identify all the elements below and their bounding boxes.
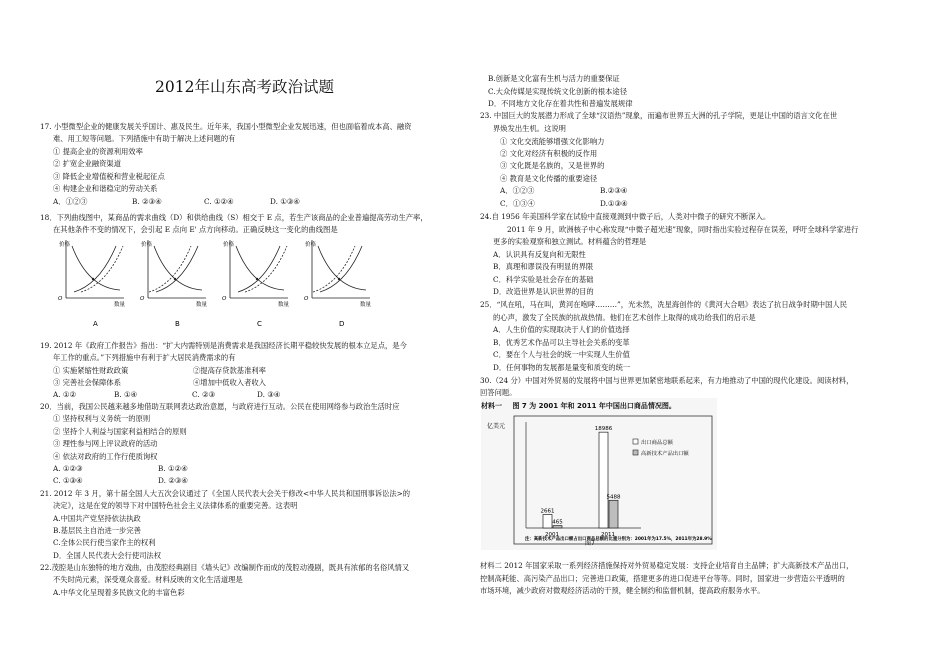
q24-option-b: B．真理和谬误没有明显的界限 xyxy=(493,262,594,271)
graph-price-label: 价格 xyxy=(223,242,235,248)
q23-item-3: ③ 文化既是名族的，又是世界的 xyxy=(500,161,605,170)
x-tick-label: 2011 xyxy=(601,532,615,538)
q17-item-2: ② 扩宽企业融资渠道 xyxy=(53,159,121,168)
graph-price-label: 价格 xyxy=(141,242,153,248)
q21-stem-line2: 决定》，这是在党的领导下对中国特色社会主义法律体系的重要完善。这表明 xyxy=(53,501,298,510)
q21-stem-line1: 21. 2012 年 3 月，第十届全国人大五次会议通过了《全国人民代表大会关于修改<中华人民共和国刑事诉讼法>的 xyxy=(40,489,411,498)
graph-origin-label: O xyxy=(222,296,227,302)
q19-item-4: ④增加中低收入者收入 xyxy=(193,378,266,387)
q19-stem-line2: 年工作的重点。”下列措施中有利于扩大居民消费需求的有 xyxy=(53,353,236,362)
q23-option-b: B.②③④ xyxy=(600,186,628,195)
q20-option-a: A. ①②③ xyxy=(53,464,83,473)
q30-stem-line2: 回答问题。 xyxy=(480,388,517,397)
equilibrium-point xyxy=(174,278,176,280)
graph-quantity-label: 数量 xyxy=(278,302,290,308)
material2-line1: 材料二 2012 年国家采取一系列经济措施保持对外贸易稳定发展：支持企业培育自主品牌；扩大高新技术产品出口， xyxy=(480,561,854,570)
q18-stem-line1: 18．下列曲线图中，某商品的需求曲线（D）和供给曲线（S）相交于 E 点，若生产该商品的企业普遍提高劳动生产率， xyxy=(40,213,428,222)
q25-stem-line1: 25．“风在吼，马在叫，黄河在咆哮………”，光未然，冼星海创作的《黄河大合唱》表达了抗日战争时期中国人民 xyxy=(480,300,847,309)
page-title: 2012年山东高考政治试题 xyxy=(155,78,334,96)
q18-stem-line2: 在其他条件不变的情况下，会引起 E 点向 E' 点方向移动。正确反映这一变化的曲线图是 xyxy=(53,225,338,234)
equilibrium-point xyxy=(338,278,340,280)
chart-note: 注：高新技术产品出口额占出口商品总额的比重分别为：2001年为17.5%，2011年为28.9% xyxy=(525,537,712,542)
q17-option-a: A．①②③ xyxy=(53,197,88,206)
graph-origin-label: O xyxy=(304,296,309,302)
q30-stem-line1: 30.（24 分）中国对外贸易的发展将中国与世界更加紧密地联系起来，有力地推动了中国的现代化建设。阅读材料， xyxy=(480,376,854,385)
q19-item-2: ②提高存贷款基准利率 xyxy=(193,366,266,375)
q25-option-d: D．任何事物的发展都是量变和质变的统一 xyxy=(493,363,631,372)
legend-swatch xyxy=(633,439,638,444)
material2-line3: 市场环境，减少政府对微观经济活动的干预，健全制约和监督机制，提高政府服务水平。 xyxy=(480,586,765,595)
export-chart xyxy=(481,414,717,550)
q23-option-d: D.①③④ xyxy=(600,199,628,208)
q25-option-a: A．人生价值的实现取决于人们的价值选择 xyxy=(493,325,630,334)
q19-option-b: B. ①④ xyxy=(114,390,138,399)
q23-item-4: ④ 教育是文化传播的重要途径 xyxy=(500,174,598,183)
q20-option-b: B. ①②④ xyxy=(158,464,188,473)
q25-stem-line2: 的心声，激发了全民族的抗战热情。他们在艺术创作上取得的成功给我们的启示是 xyxy=(493,313,756,322)
graph-quantity-label: 数量 xyxy=(360,302,372,308)
q24-option-a: A．认识具有反复向和无限性 xyxy=(493,250,586,259)
q23-item-1: ① 文化交流能够增强文化影响力 xyxy=(500,137,605,146)
graph-label: A xyxy=(93,320,98,328)
graph-quantity-label: 数量 xyxy=(114,302,126,308)
bar-2011-1 xyxy=(609,500,618,528)
q24-stem-line3: 更多的实验观察和独立测试。材料蕴含的哲理是 xyxy=(493,237,647,246)
graph-quantity-label: 数量 xyxy=(196,302,208,308)
q17-item-1: ① 提高企业的资源利用效率 xyxy=(53,147,143,156)
material2-line2: 控制高耗能、高污染产品出口；完善进口政策，搭建更多的进口促进平台等等。同时，国家进一步营造公平透明的 xyxy=(480,574,845,583)
q20-item-2: ② 坚持个人利益与国家利益相结合的原则 xyxy=(53,427,187,436)
q23-option-a: A．①②③ xyxy=(500,186,535,195)
graph-a xyxy=(58,240,126,308)
q18-graphs xyxy=(58,236,388,328)
q22-option-a: A.中华文化呈现着多民族文化的丰富色彩 xyxy=(53,588,185,597)
equilibrium-point xyxy=(256,278,258,280)
legend-entry: 出口商品总额 xyxy=(641,440,673,446)
material1-label: 材料一 xyxy=(481,402,502,410)
q19-option-d: D. ③④ xyxy=(257,390,281,399)
q17-item-4: ④ 构建企业和谐稳定的劳动关系 xyxy=(53,184,158,193)
q17-stem-line2: 难、用工短等问题。下列措施中有助于解决上述问题的有 xyxy=(53,134,236,143)
q21-option-a: A.中国共产党坚持依法执政 xyxy=(53,514,141,523)
figure-heading xyxy=(481,401,676,411)
bar-value-label: 5488 xyxy=(606,494,621,501)
graph-origin-label: O xyxy=(140,296,145,302)
legend-entry: 高新技术产品出口额 xyxy=(641,451,689,457)
graph-c xyxy=(222,240,290,308)
graph-b xyxy=(140,240,208,308)
q20-option-c: C. ①③④ xyxy=(53,476,83,485)
bar-2001-0 xyxy=(543,515,552,528)
q17-stem-line1: 17. 小型微型企业的健康发展关乎国计、惠及民生。近年来，我国小型微型企业发展迅速，但也面临着成本高、融资 xyxy=(40,122,412,131)
q24-option-d: D．改造世界是认识世界的目的 xyxy=(493,287,594,296)
graph-label: D xyxy=(339,320,345,328)
q21-option-b: B.基层民主自治进一步完善 xyxy=(53,526,141,535)
q23-stem-line1: 23. 中国巨大的发展潜力形成了全球“汉语热”现象，而遍布世界五大洲的孔子学院，更是让中国的语言文化在世 xyxy=(480,111,838,120)
q20-item-4: ④ 依法对政府的工作行使质询权 xyxy=(53,452,158,461)
graph-price-label: 价格 xyxy=(59,242,71,248)
q23-stem-line2: 界焕发出生机。这说明 xyxy=(493,124,566,133)
q25-option-c: C．要在个人与社会的统一中实现人生价值 xyxy=(493,350,630,359)
q19-stem-line1: 19. 2012 年《政府工作报告》指出：“扩大内需特别是消费需求是我国经济长期平稳较快发展的根本立足点，是今 xyxy=(40,341,407,350)
figure-7 xyxy=(481,398,717,550)
bar-value-label: 18986 xyxy=(594,426,613,433)
figure-caption: 图7 xyxy=(585,540,595,547)
q17-option-d: D. ①③④ xyxy=(270,197,300,206)
q21-option-c: C.全体公民行使当家作主的权利 xyxy=(53,538,156,547)
bar-2001-1 xyxy=(553,526,562,528)
q19-item-1: ① 实施紧缩性财政政策 xyxy=(53,366,129,375)
q22-stem-line2: 不失时尚元素，深受观众喜爱。材料反映的文化生活道理是 xyxy=(53,575,243,584)
q24-stem-line2: 2011 年 9 月，欧洲核子中心称发现“中微子超光速”现象，同时指出实验过程存在误差，呼吁全球科学家进行 xyxy=(507,225,859,234)
q20-item-1: ① 坚持权利与义务统一的原则 xyxy=(53,414,151,423)
bar-2011-0 xyxy=(599,432,608,528)
q22-option-c: C.大众传媒是实现传统文化创新的根本途径 xyxy=(488,87,627,96)
q20-option-d: D. ②③④ xyxy=(158,476,188,485)
q20-item-3: ③ 理性参与网上评议政府的活动 xyxy=(53,439,158,448)
q22-option-d: D．不同地方文化存在着共性和普遍发展规律 xyxy=(488,99,633,108)
figure-title: 图 7 为 2001 年和 2011 年中国出口商品情况图。 xyxy=(512,402,676,410)
x-tick-label: 2001 xyxy=(545,532,559,538)
bar-value-label: 2661 xyxy=(540,508,555,515)
q22-option-b: B.创新是文化富有生机与活力的重要保证 xyxy=(488,74,620,83)
q17-item-3: ③ 降低企业增值税和营业税起征点 xyxy=(53,172,165,181)
q24-option-c: C．科学实验是社会存在的基础 xyxy=(493,275,594,284)
bar-value-label: 465 xyxy=(552,519,563,526)
q17-option-c: C. ①②④ xyxy=(204,197,234,206)
equilibrium-point xyxy=(92,278,94,280)
graph-d xyxy=(304,240,372,308)
q23-option-c: C．①③④ xyxy=(500,199,535,208)
q25-option-b: B．优秀艺术作品可以主导社会关系的变革 xyxy=(493,338,630,347)
graph-price-label: 价格 xyxy=(305,242,317,248)
q17-option-b: B. ②③④ xyxy=(132,197,162,206)
q23-item-2: ② 文化对经济有积极的反作用 xyxy=(500,149,598,158)
q22-stem-line1: 22.茂腔是山东独特的地方戏曲，由茂腔经典剧目《墙头记》改编制作而成的茂腔动漫剧，既具有浓郁的名俗风情又 xyxy=(40,563,410,572)
y-axis-label: 亿美元 xyxy=(487,423,506,430)
q19-option-c: C. ②③ xyxy=(192,390,216,399)
legend-swatch xyxy=(633,450,638,455)
graph-label: B xyxy=(175,320,180,328)
q24-stem-line1: 24.自 1956 年美国科学家在试验中直接观测到中微子后，人类对中微子的研究不断深入。 xyxy=(480,212,771,221)
q21-option-d: D．全国人民代表大会行使司法权 xyxy=(53,551,162,560)
q20-stem: 20．当前，我国公民越来越多地借助互联网表达政治意愿，与政府进行互动。公民在使用网络参与政治生活时应 xyxy=(40,402,400,411)
q19-item-3: ③ 完善社会保障体系 xyxy=(53,378,121,387)
graph-label: C xyxy=(257,320,262,328)
q19-option-a: A. ①② xyxy=(53,390,76,399)
graph-origin-label: O xyxy=(58,296,63,302)
